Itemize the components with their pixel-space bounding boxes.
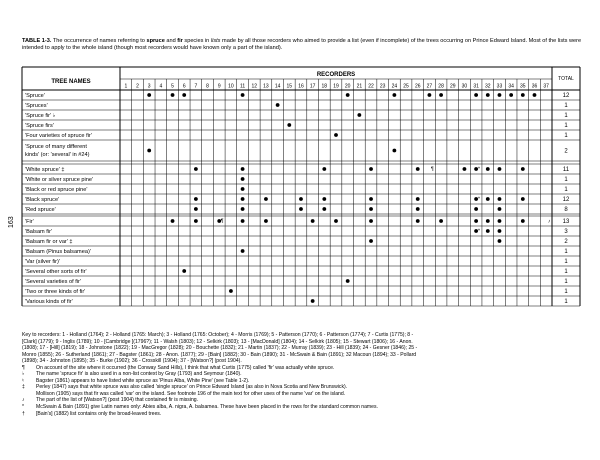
note-mark: ♪ <box>547 218 551 225</box>
caption-text-1: The occurrence of names referring to <box>51 38 147 44</box>
occurrence-dot <box>334 219 338 223</box>
tree-names-header: TREE NAMES <box>51 79 91 85</box>
occurrence-dot <box>322 197 326 201</box>
occurrence-dot <box>357 113 361 117</box>
note-mark: * <box>478 166 481 173</box>
caption-bold-spruce: spruce <box>146 38 165 44</box>
recorder-number: 30 <box>461 83 468 90</box>
occurrence-dot <box>521 167 525 171</box>
caption-bold-fir: fir <box>177 38 183 44</box>
occurrence-dot <box>241 249 245 253</box>
recorder-number: 33 <box>496 83 503 90</box>
occurrence-dot <box>171 93 175 97</box>
tree-name-label: 'Various kinds of fir' <box>25 299 73 305</box>
tree-name-label: 'White or silver spruce pine' <box>25 177 94 183</box>
occurrence-dot <box>474 207 478 211</box>
recorder-number: 21 <box>356 83 363 90</box>
recorder-number: 10 <box>228 83 234 90</box>
occurrence-dot <box>299 207 303 211</box>
occurrence-dot <box>416 207 420 211</box>
occurrence-dot <box>521 197 525 201</box>
footnote-text: Mollison (1905) says that fir was called 'var' on the island. See footnote 196 of the main text for other uses of the name 'var' on the island. <box>36 390 346 397</box>
tree-name-label: 'Spruces' <box>25 103 48 109</box>
recorder-number: 18 <box>321 83 328 90</box>
recorder-number: 4 <box>159 83 163 90</box>
row-total: 1 <box>564 113 568 119</box>
caption-italic-lists: lists <box>210 38 221 44</box>
recorder-number: 7 <box>194 83 198 90</box>
occurrence-dot <box>171 219 175 223</box>
recorder-number: 23 <box>379 83 386 90</box>
occurrence-dot <box>486 93 490 97</box>
occurrence-dot <box>439 93 443 97</box>
occurrence-dot <box>264 219 268 223</box>
recorder-number: 17 <box>309 83 316 90</box>
recorder-number: 15 <box>286 83 293 90</box>
recorder-number: 6 <box>182 83 186 90</box>
occurrence-dot <box>299 197 303 201</box>
recorder-number: 37 <box>543 83 549 90</box>
occurrence-dot <box>369 167 373 171</box>
occurrence-dot <box>194 167 198 171</box>
recorder-number: 2 <box>136 83 139 90</box>
occurrence-dot <box>369 219 373 223</box>
footnote-symbol: ¶ <box>22 364 25 371</box>
occurrence-dot <box>147 149 151 153</box>
recorder-number: 9 <box>217 83 221 90</box>
recorder-number: 5 <box>171 83 174 90</box>
footnote-text: [Bain's] (1882) list contains only the broad-leaved trees. <box>36 410 162 417</box>
row-total: 1 <box>564 259 568 265</box>
occurrence-dot <box>392 93 396 97</box>
occurrence-dot <box>392 149 396 153</box>
recorder-number: 11 <box>239 83 246 90</box>
page-number: 163 <box>8 216 15 228</box>
row-total: 12 <box>562 93 570 99</box>
occurrence-dot <box>498 229 502 233</box>
row-total: 1 <box>564 133 568 139</box>
occurrence-dot <box>369 239 373 243</box>
key-line: [Clark] (1779); 9 - Inglis (1789); 10 - [Cambridge ](1796?); 11 - Walsh (1803); 12 - Selkirk (1803); 13 - [MacDonald] (1804); 14 - Selkirk (1805); 15 - Stewart (1806); 16 - Anon. <box>22 338 413 345</box>
tree-name-label: 'Fir' <box>25 219 34 225</box>
recorder-number: 16 <box>298 83 304 90</box>
occurrence-dot <box>147 93 151 97</box>
footnote-symbol: ♭ <box>22 371 25 378</box>
row-total: 1 <box>564 103 568 109</box>
occurrence-dot <box>346 279 350 283</box>
recorder-number: 32 <box>485 83 491 90</box>
occurrence-dot <box>182 93 186 97</box>
tree-name-label: 'Var (silver fir)' <box>25 259 60 265</box>
occurrence-dot <box>521 93 525 97</box>
tree-name-label: 'Balsam fir or var' ‡ <box>25 239 73 245</box>
occurrence-dot <box>416 197 420 201</box>
occurrence-dot <box>498 219 502 223</box>
occurrence-dot <box>241 167 245 171</box>
recorder-number: 8 <box>206 83 209 90</box>
occurrence-dot <box>498 207 502 211</box>
occurrence-dot <box>521 219 525 223</box>
footnote <box>22 411 587 418</box>
occurrence-dot <box>486 167 490 171</box>
row-total: 8 <box>564 207 568 213</box>
occurrence-dot <box>463 167 467 171</box>
recorder-number: 31 <box>473 83 479 90</box>
occurrence-dot <box>486 229 490 233</box>
caption-text-3: species in <box>182 38 211 44</box>
footnote-text: On account of the site where it occurred (the Conway Sand Hills), I think that what Curtis (1775) called 'fir' was actually white spruce. <box>36 364 335 371</box>
recorder-number: 28 <box>438 83 444 90</box>
tree-name-label: 'Black spruce' <box>25 197 60 203</box>
caption-text-4: made by all those recorders who aimed to provide a list (even if incomplete) of the trees occurring on Prince Edward Island. Most of the lists were intended to apply to the whole island (though most recorders would have known only a part of the island). <box>22 38 582 51</box>
recorder-number: 19 <box>333 83 339 90</box>
tree-name-label: 'Balsam fir' <box>25 229 53 235</box>
occurrence-dot <box>509 93 513 97</box>
row-total: 1 <box>564 279 568 285</box>
tree-name-label: 'Several other sorts of fir' <box>25 269 87 275</box>
occurrence-dot <box>533 93 537 97</box>
recorder-number: 20 <box>344 83 351 90</box>
row-total: 1 <box>564 187 568 193</box>
recorder-number: 29 <box>449 83 456 90</box>
row-total: 1 <box>564 249 568 255</box>
tree-name-label: 'Two or three kinds of fir' <box>25 289 86 295</box>
tree-name-label: 'Black or red spruce pine' <box>25 187 88 193</box>
row-total: 1 <box>564 177 568 183</box>
recorder-number: 25 <box>403 83 409 90</box>
footnote-symbol: † <box>22 410 25 417</box>
occurrence-dot <box>416 167 420 171</box>
caption-text-2: and <box>164 38 178 44</box>
tree-name-label: 'Balsam (Pinus balsamea)' <box>25 249 91 255</box>
row-total: 1 <box>564 123 568 129</box>
footnote-symbol: ♮ <box>22 377 24 384</box>
occurrence-dot <box>416 219 420 223</box>
occurrence-dot <box>241 93 245 97</box>
occurrence-dot <box>241 197 245 201</box>
key-line: Key to recorders: 1 - Holland (1764); 2 - Holland (1765: March); 3 - Holland (1765: October); 4 - Morris (1769); 5 - Patterson (1770); 6 - Patterson (1774); 7 - Curtis (1775); 8 - <box>22 332 414 338</box>
occurrence-dot <box>498 197 502 201</box>
row-total: 1 <box>564 269 568 275</box>
occurrence-dot <box>334 133 338 137</box>
occurrence-dot <box>182 269 186 273</box>
total-header: TOTAL <box>558 76 574 82</box>
footnote-symbol: ♪ <box>22 397 25 404</box>
occurrence-dot <box>229 289 233 293</box>
recorder-number: 36 <box>531 83 538 90</box>
occurrence-dot <box>486 197 490 201</box>
footnote-text: Bagster (1861) appears to have listed white spruce as 'Pinus Alba, White Pine' (see Table 1-2). <box>36 377 250 384</box>
footnote-symbol: * <box>22 404 24 411</box>
recorder-number: 1 <box>124 83 128 90</box>
tree-name-label: 'Four varieties of spruce fir' <box>25 133 92 139</box>
occurrence-dot <box>498 239 502 243</box>
row-total: 1 <box>564 299 568 305</box>
occurrence-dot <box>369 207 373 211</box>
recorder-key <box>22 332 587 417</box>
footnote-symbol: ‡ <box>22 384 25 391</box>
tree-name-label: 'White spruce' ‡ <box>25 167 65 173</box>
recorder-number: 22 <box>368 83 374 90</box>
row-total: 13 <box>562 219 570 225</box>
caption-label: TABLE 1-3. <box>22 38 52 44</box>
occurrence-dot <box>287 123 291 127</box>
occurrence-dot <box>369 197 373 201</box>
tree-name-label: 'Several varieties of fir' <box>25 279 81 285</box>
footnote-text: The name 'spruce fir' is also used in a non-list context by Gray (1793) and Seymour (1840). <box>36 371 242 378</box>
tree-name-label: 'Red spruce' <box>25 207 56 213</box>
note-mark: ¶ <box>430 166 434 173</box>
occurrence-dot <box>194 197 198 201</box>
tree-name-label: 'Spruce fir' ♭ <box>25 113 56 119</box>
occurrence-dot <box>498 93 502 97</box>
row-total: 1 <box>564 289 568 295</box>
tree-name-label: kinds' (or: 'several' in #24) <box>25 152 90 158</box>
recorder-number: 34 <box>508 83 514 90</box>
row-total: 11 <box>562 167 570 173</box>
occurrence-dot <box>264 197 268 201</box>
recorder-number: 24 <box>391 83 398 90</box>
recorder-number: 12 <box>251 83 258 90</box>
occurrence-dot <box>194 219 198 223</box>
occurrence-dot <box>194 207 198 211</box>
occurrence-dot <box>311 299 315 303</box>
occurrence-dot <box>498 167 502 171</box>
occurrence-dot <box>474 93 478 97</box>
recorder-number: 3 <box>147 83 151 90</box>
recorder-number: 27 <box>426 83 433 90</box>
row-total: 2 <box>564 148 568 155</box>
note-mark: * <box>478 196 481 203</box>
row-total: 3 <box>564 229 568 235</box>
occurrence-dot <box>311 219 315 223</box>
occurrence-dot <box>322 207 326 211</box>
occurrence-dot <box>474 219 478 223</box>
tree-name-label: 'Spruce firs' <box>25 123 54 129</box>
footnote-text: Perley (1847) says that white spruce was also called 'single spruce' on Prince Edward Island (as also in Nova Scotia and New Brunswick). <box>36 384 348 391</box>
footnote-text: The part of the list of [Watson?] (post 1904) that contained fir is missing. <box>36 397 199 404</box>
occurrence-dot <box>322 167 326 171</box>
recorder-number: 35 <box>520 83 526 90</box>
recorders-header: RECORDERS <box>316 72 356 78</box>
occurrence-dot <box>241 219 245 223</box>
occurrence-dot <box>276 103 280 107</box>
recorder-number: 26 <box>414 83 421 90</box>
footnote-text: McSwain & Bain (1891) give Latin names only: Abies alba, A. nigra, A. balsamea. These have been placed in the rows for the standard common names. <box>36 404 378 411</box>
recorder-number: 13 <box>263 83 269 90</box>
occurrence-dot <box>241 187 245 191</box>
key-line: Monro (1855); 26 - Sutherland (1861); 27 - Bagster (1861); 28 - Anon. (1877); 29 - [Bain] (1882); 30 - Bain (1890); 31 - McSwain & Bain (1891); 32 Macoun (1894); 33 - Pollard <box>22 351 417 358</box>
row-total: 2 <box>564 239 568 245</box>
tree-name-label: 'Spruce of many different <box>25 144 87 150</box>
tree-name-label: 'Spruce' <box>25 93 45 99</box>
occurrence-dot <box>241 207 245 211</box>
note-mark: * <box>478 228 481 235</box>
key-line: (1808); 17 - [Hill] (1819); 18 - Johnstone (1822); 19 - MacGregor (1828); 20 - Bouchette (1832); 21 - Martin (1837); 22 - Murray (1839); 23 - Hill (1839); 24 - Gesner (1846); 25 - <box>22 345 418 352</box>
recorder-number: 14 <box>274 83 281 90</box>
note-mark: ¶ <box>220 218 224 225</box>
occurrence-dot <box>346 93 350 97</box>
occurrence-dot <box>486 219 490 223</box>
occurrence-dot <box>428 93 432 97</box>
key-line: (1898); 34 - Johnston (1895); 35 - Burke (1902); 36 - Crosskill (1904); 37 - [Watson?] (post 1904). <box>22 358 242 365</box>
occurrence-dot <box>439 219 443 223</box>
row-total: 12 <box>562 197 570 203</box>
occurrence-dot <box>241 177 245 181</box>
